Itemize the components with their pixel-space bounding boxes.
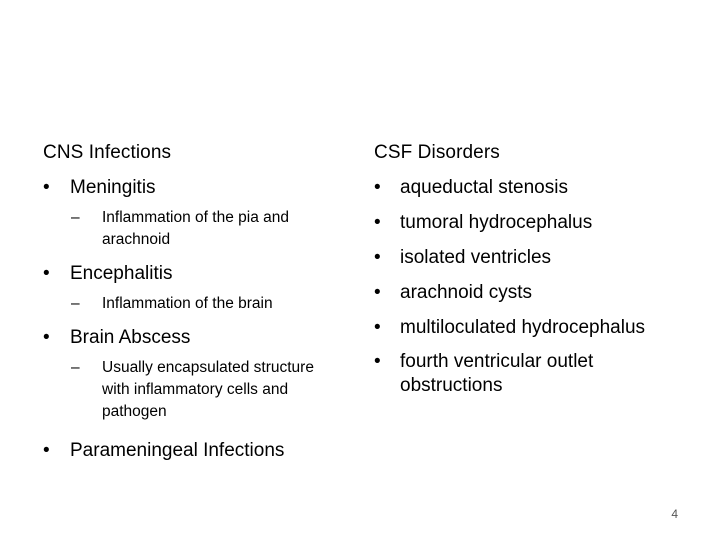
- list-item-arachnoid-cysts: [374, 281, 694, 305]
- dash-icon: –: [71, 359, 80, 376]
- page-number: 4: [671, 507, 678, 521]
- dash-icon: –: [71, 209, 80, 226]
- csf-disorders-heading: CSF Disorders: [374, 142, 500, 163]
- bullet-icon: •: [374, 247, 381, 268]
- list-item-label: Parameningeal Infections: [70, 440, 285, 461]
- cns-infections-column: [43, 141, 343, 423]
- list-item-label: aqueductal stenosis: [400, 177, 568, 198]
- list-item-label: fourth ventricular outlet obstructions: [400, 351, 594, 396]
- list-item-label: Brain Abscess: [70, 327, 191, 348]
- dash-icon: –: [71, 295, 80, 312]
- bullet-icon: •: [374, 212, 381, 233]
- list-item-multiloculated-hydrocephalus: [374, 316, 694, 340]
- cns-infections-heading: CNS Infections: [43, 142, 172, 163]
- list-item-fourth-ventricular-outlet-obstructions: [374, 350, 694, 398]
- list-item-isolated-ventricles: [374, 246, 694, 270]
- list-item-parameningeal-infections: [43, 439, 383, 463]
- list-item-aqueductal-stenosis: [374, 176, 694, 200]
- sub-item-label: Usually encapsulated structure with inflammatory cells and pathogen: [102, 359, 314, 420]
- sub-item-encephalitis: [43, 293, 343, 315]
- bullet-icon: •: [43, 327, 50, 348]
- bullet-icon: •: [374, 282, 381, 303]
- bullet-icon: •: [43, 440, 50, 461]
- list-item-meningitis: [43, 176, 343, 200]
- bullet-icon: •: [374, 317, 381, 338]
- list-item-label: isolated ventricles: [400, 247, 552, 268]
- list-item-encephalitis: [43, 262, 343, 286]
- list-item-label: Meningitis: [70, 177, 156, 198]
- csf-disorders-column: [374, 141, 694, 398]
- list-item-label: Encephalitis: [70, 263, 173, 284]
- bullet-icon: •: [374, 177, 381, 198]
- list-item-label: arachnoid cysts: [400, 282, 533, 303]
- bullet-icon: •: [43, 177, 50, 198]
- sub-item-meningitis: [43, 207, 343, 251]
- list-item-brain-abscess: [43, 326, 343, 350]
- bullet-icon: •: [374, 351, 381, 372]
- sub-item-label: Inflammation of the brain: [102, 295, 273, 312]
- sub-item-brain-abscess: [43, 357, 343, 423]
- list-item-tumoral-hydrocephalus: [374, 211, 694, 235]
- bullet-icon: •: [43, 263, 50, 284]
- list-item-label: tumoral hydrocephalus: [400, 212, 593, 233]
- sub-item-label: Inflammation of the pia and arachnoid: [102, 209, 289, 248]
- list-item-label: multiloculated hydrocephalus: [400, 317, 646, 338]
